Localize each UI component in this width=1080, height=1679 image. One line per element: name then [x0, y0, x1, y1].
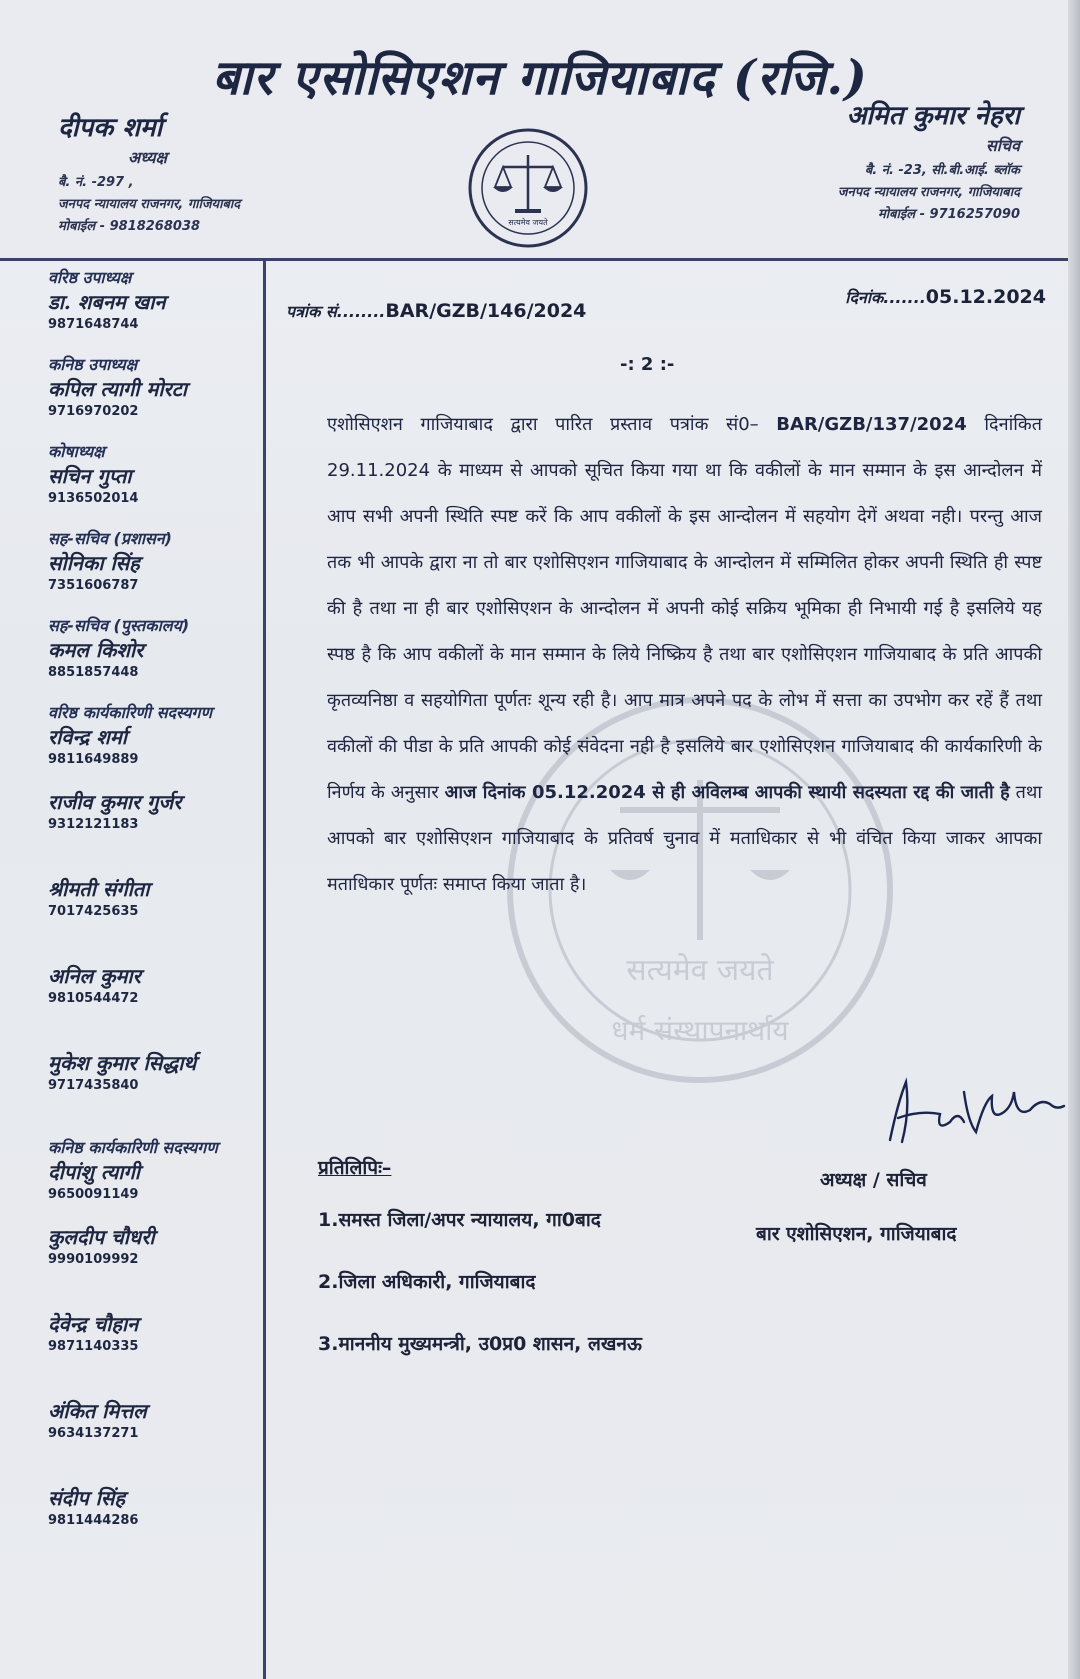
- member-entry: [48, 701, 258, 788]
- member-entry: [48, 353, 258, 440]
- member-entry: [48, 962, 258, 1049]
- member-entry: [48, 1223, 258, 1310]
- member-role: कनिष्ठ उपाध्यक्ष: [48, 355, 138, 374]
- watermark-motto: सत्यमेव जयते: [626, 953, 774, 988]
- body-intro: एशोसिएशन गाजियाबाद द्वारा पारित प्रस्ताव पत्रांक सं0–: [327, 414, 759, 435]
- member-name: श्रीमती संगीता: [48, 877, 150, 901]
- body-ref: BAR/GZB/137/2024: [776, 414, 967, 435]
- president-address-2: जनपद न्यायालय राजनगर, गाजियाबाद: [58, 197, 241, 212]
- sidebar-divider: [263, 261, 266, 1679]
- body-main: दिनांकित 29.11.2024 के माध्यम से आपको सूचित किया गया था कि वकीलों के मान सम्मान के इस आन्दोलन में आप सभी अपनी स्थिति स्पष्ट करें कि आप वकीलों के इस आन्दोलन में सहयोग देगें अथवा नही। परन्तु आज तक भी आपके द्वारा ना तो बार एशोसिएशन गाजियाबाद के आन्दोलन में सम्मिलित होकर अपनी स्थिति ही स्पष्ट की है तथा ना ही बार एशोसिएशन के आन्दोलन में अपनी कोई सक्रिय भूमिका ही निभायी गई है इसलिये यह स्पष्ठ है कि आप वकीलों के मान सम्मान के लिये निष्क्रिय है तथा बार एशोसिएशन गाजियाबाद के प्रति आपकी कृतव्यनिष्ठा व सहयोगिता पूर्णतः शून्य रही है। आप मात्र अपने पद के लोभ में सत्ता का उपभोग कर रहें हैं तथा वकीलों की पीडा के प्रति आपकी कोई संवेदना नही है इसलिये बार एशोसिएशन गाजियाबाद की कार्यकारिणी के निर्णय के अनुसार: [327, 414, 1042, 803]
- secretary-name: अमित कुमार नेहरा: [846, 101, 1020, 131]
- member-name: कपिल त्यागी मोरटा: [48, 377, 187, 401]
- member-phone: 9312121183: [48, 817, 139, 832]
- date-value: 05.12.2024: [925, 286, 1046, 308]
- letter-body: [327, 402, 1042, 908]
- member-entry: [48, 527, 258, 614]
- member-entry: [48, 1397, 258, 1484]
- member-name: डा. शबनम खान: [48, 290, 166, 314]
- member-entry: [48, 1484, 258, 1571]
- copy-recipient: 3.माननीय मुख्यमन्त्री, उ0प्र0 शासन, लखनऊ: [318, 1333, 642, 1355]
- copy-to-label: प्रतिलिपिः–: [318, 1157, 392, 1179]
- member-name: राजीव कुमार गुर्जर: [48, 790, 182, 814]
- secretary-role: सचिव: [985, 136, 1020, 155]
- member-entry: [48, 440, 258, 527]
- member-phone: 8851857448: [48, 665, 139, 680]
- member-entry: [48, 1136, 258, 1223]
- member-phone: 9136502014: [48, 491, 139, 506]
- reference-value: BAR/GZB/146/2024: [385, 300, 587, 322]
- member-name: सचिन गुप्ता: [48, 464, 132, 488]
- scales-emblem-icon: [465, 125, 591, 251]
- member-phone: 9811649889: [48, 752, 139, 767]
- member-phone: 9717435840: [48, 1078, 139, 1093]
- member-role: वरिष्ठ कार्यकारिणी सदस्यगण: [48, 703, 213, 722]
- reference-number: [286, 300, 586, 322]
- page-edge-shadow: [1068, 0, 1080, 1679]
- president-mobile: मोबाईल - 9818268038: [58, 219, 201, 234]
- watermark-arc: धर्म संस्थापनार्थाय: [611, 1014, 789, 1047]
- member-role: कोषाध्यक्ष: [48, 442, 105, 461]
- member-entry: [48, 875, 258, 962]
- member-role: सह-सचिव (प्रशासन): [48, 529, 172, 548]
- secretary-block: [660, 96, 1020, 222]
- president-name: दीपक शर्मा: [58, 113, 163, 143]
- member-name: दीपांशु त्यागी: [48, 1160, 140, 1184]
- member-name: देवेन्द्र चौहान: [48, 1312, 139, 1336]
- member-role: कनिष्ठ कार्यकारिणी सदस्यगण: [48, 1138, 218, 1157]
- office-bearers-sidebar: [48, 266, 258, 1571]
- copy-recipient: 1.समस्त जिला/अपर न्यायालय, गा0बाद: [318, 1209, 601, 1231]
- member-entry: [48, 266, 258, 353]
- member-phone: 9634137271: [48, 1426, 139, 1441]
- emblem-motto: सत्यमेव जयते: [508, 218, 548, 227]
- signature-icon: [880, 1062, 1070, 1152]
- reference-label: पत्रांक सं........: [286, 302, 386, 321]
- secretary-mobile: मोबाईल - 9716257090: [877, 207, 1020, 222]
- member-entry: [48, 614, 258, 701]
- date-label: दिनांक.......: [845, 288, 926, 307]
- signatory-organisation: बार एशोसिएशन, गाजियाबाद: [756, 1223, 957, 1245]
- member-name: सोनिका सिंह: [48, 551, 140, 575]
- member-name: संदीप सिंह: [48, 1486, 125, 1510]
- member-phone: 7351606787: [48, 578, 139, 593]
- signatory-role: अध्यक्ष / सचिव: [820, 1169, 927, 1191]
- member-name: मुकेश कुमार सिद्धार्थ: [48, 1051, 197, 1075]
- association-title: बार एसोसिएशन गाजियाबाद (रजि.): [212, 50, 868, 106]
- page-number: -: 2 :-: [620, 354, 675, 375]
- member-phone: 9811444286: [48, 1513, 139, 1528]
- copy-recipient: 2.जिला अधिकारी, गाजियाबाद: [318, 1271, 536, 1293]
- member-entry: [48, 1310, 258, 1397]
- member-name: कुलदीप चौधरी: [48, 1225, 155, 1249]
- member-phone: 9871140335: [48, 1339, 139, 1354]
- member-phone: 9871648744: [48, 317, 139, 332]
- member-role: वरिष्ठ उपाध्यक्ष: [48, 268, 132, 287]
- president-address-1: बै. नं. -297 ,: [58, 175, 134, 190]
- member-role: सह-सचिव (पुस्तकालय): [48, 616, 190, 635]
- member-phone: 9716970202: [48, 404, 139, 419]
- member-name: अनिल कुमार: [48, 964, 141, 988]
- member-phone: 9810544472: [48, 991, 139, 1006]
- president-role: अध्यक्ष: [128, 148, 167, 167]
- president-block: [58, 108, 388, 234]
- letter-date: [845, 286, 1046, 308]
- member-name: कमल किशोर: [48, 638, 144, 662]
- member-entry: [48, 1049, 258, 1136]
- member-phone: 7017425635: [48, 904, 139, 919]
- member-phone: 9990109992: [48, 1252, 139, 1267]
- body-closing: तथा आपको बार एशोसिएशन गाजियाबाद के प्रतिवर्ष चुनाव में मताधिकार से भी वंचित किया जाकर आपका मताधिकार पूर्णतः समाप्त किया जाता है।: [327, 782, 1042, 895]
- header-divider: [0, 258, 1068, 261]
- member-phone: 9650091149: [48, 1187, 139, 1202]
- member-name: अंकित मित्तल: [48, 1399, 147, 1423]
- member-entry: [48, 788, 258, 875]
- member-name: रविन्द्र शर्मा: [48, 725, 127, 749]
- body-decision: आज दिनांक 05.12.2024 से ही अविलम्ब आपकी स्थायी सदस्यता रद्द की जाती है: [444, 782, 1010, 803]
- secretary-address-2: जनपद न्यायालय राजनगर, गाजियाबाद: [837, 185, 1020, 200]
- secretary-address-1: बै. नं. -23, सी.बी.आई. ब्लॉक: [864, 163, 1020, 178]
